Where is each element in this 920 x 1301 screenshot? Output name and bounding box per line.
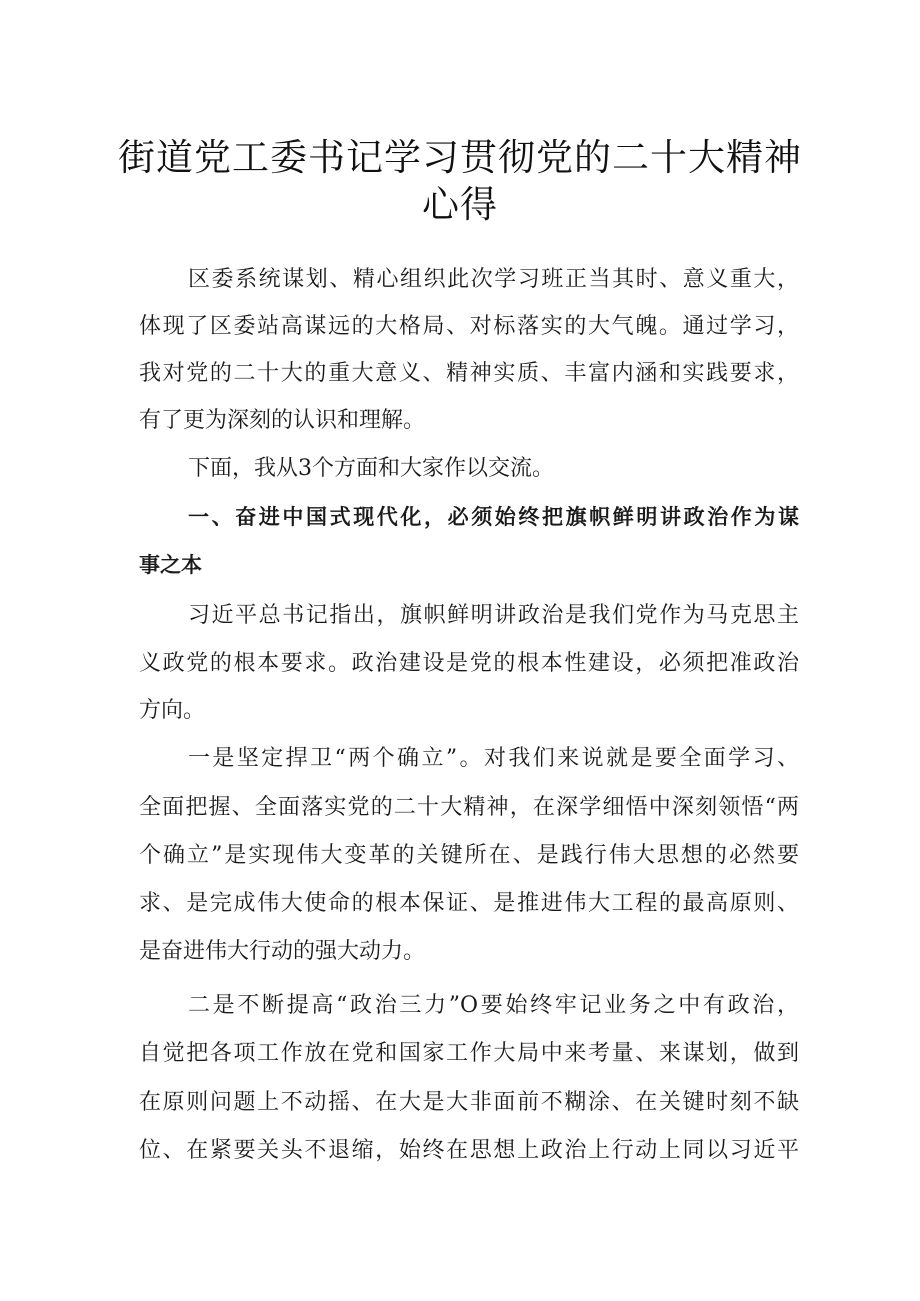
paragraph-line: 二是不断提高“政治三力”O要始终牢记业务之中有政治， [188,993,799,1018]
paragraph-line: 一是坚定捍卫“两个确立”。对我们来说就是要全面学习、 [188,746,799,771]
paragraph-line: 全面把握、全面落实党的二十大精神，在深学细悟中深刻领悟“两 [139,795,799,820]
section-heading-line: 一、奋进中国式现代化，必须始终把旗帜鲜明讲政治作为谋 [188,505,799,529]
paragraph-line: 个确立”是实现伟大变革的关键所在、是践行伟大思想的必然要 [139,843,799,868]
paragraph-line: 求、是完成伟大使命的根本保证、是推进伟大工程的最高原则、 [139,891,799,916]
paragraph-line: 下面，我从3个方面和大家作以交流。 [188,456,554,481]
paragraph-line: 体现了区委站高谋远的大格局、对标落实的大气魄。通过学习， [139,314,799,339]
document-title-line-1: 街道党工委书记学习贯彻党的二十大精神 [118,136,802,179]
paragraph-line: 义政党的根本要求。政治建设是党的根本性建设，必须把准政治 [139,651,799,676]
paragraph-line: 方向。 [139,698,206,723]
paragraph-line: 在原则问题上不动摇、在大是大非面前不糊涂、在关键时刻不缺 [139,1090,799,1115]
paragraph-line: 是奋进伟大行动的强大动力。 [139,939,426,964]
paragraph-line: 有了更为深刻的认识和理解。 [139,408,426,433]
paragraph-line: 我对党的二十大的重大意义、精神实质、丰富内涵和实践要求， [139,361,799,386]
paragraph-line: 区委系统谋划、精心组织此次学习班正当其时、意义重大， [188,267,799,292]
paragraph-line: 位、在紧要关头不退缩，始终在思想上政治上行动上同以习近平 [139,1138,799,1163]
section-heading-line: 事之本 [139,553,202,577]
paragraph-line: 习近平总书记指出，旗帜鲜明讲政治是我们党作为马克思主 [188,603,799,628]
paragraph-line: 自觉把各项工作放在党和国家工作大局中来考量、来谋划，做到 [139,1041,799,1066]
document-title-line-2: 心得 [422,183,498,226]
